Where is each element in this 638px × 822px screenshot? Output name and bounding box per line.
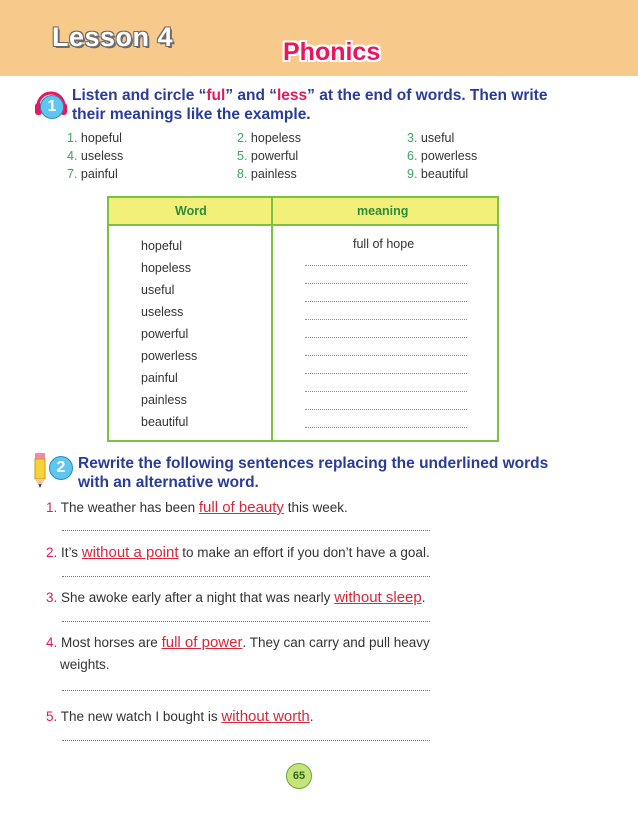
lesson-title: Lesson 4 [52, 22, 174, 52]
column-header-meaning: meaning [357, 204, 409, 218]
list-item: 3. useful [407, 131, 455, 145]
exercise1-instruction: Listen and circle “ful” and “less” at the end of words. Then write their meanings like the example. [72, 87, 548, 123]
sentence: 2. It’s without a point to make an effort if you don’t have a goal. [46, 544, 430, 561]
table-header [109, 198, 497, 226]
table-word: painless [141, 393, 187, 407]
list-item: 7. painful [67, 167, 118, 181]
sentence: 5. The new watch I bought is without worth. [46, 708, 314, 725]
table-word: hopeless [141, 261, 192, 275]
table-word: powerful [141, 327, 189, 341]
table-word: useful [141, 283, 175, 297]
sentence: 3. She awoke early after a night that was nearly without sleep. [46, 589, 426, 606]
sentence: 4. Most horses are full of power. They can carry and pull heavy [46, 634, 430, 651]
table-word: powerless [141, 349, 198, 363]
answer-line[interactable] [305, 283, 467, 284]
list-item: 8. painless [237, 167, 297, 181]
list-item: 6. powerless [407, 149, 478, 163]
answer-line[interactable] [305, 301, 467, 302]
column-divider [271, 198, 273, 440]
exercise-number: 1 [40, 95, 64, 119]
page-number: 65 [286, 763, 312, 789]
column-header-word: Word [175, 204, 207, 218]
answer-line[interactable] [62, 530, 430, 531]
table-meaning-example: full of hope [353, 237, 415, 251]
list-item: 1. hopeful [67, 131, 122, 145]
list-item: 5. powerful [237, 149, 299, 163]
answer-line[interactable] [62, 621, 430, 622]
answer-line[interactable] [305, 427, 467, 428]
table-word: hopeful [141, 239, 183, 253]
sentence: 1. The weather has been full of beauty this week. [46, 499, 348, 516]
answer-line[interactable] [305, 373, 467, 374]
meaning-table [107, 196, 499, 442]
answer-line[interactable] [62, 690, 430, 691]
table-word: useless [141, 305, 184, 319]
pencil-icon [31, 451, 49, 489]
answer-line[interactable] [62, 740, 430, 741]
answer-line[interactable] [305, 355, 467, 356]
sentence-continuation: weights. [60, 657, 110, 672]
table-word: beautiful [141, 415, 189, 429]
answer-line[interactable] [305, 391, 467, 392]
table-word: painful [141, 371, 178, 385]
exercise-number: 2 [49, 456, 73, 480]
list-item: 4. useless [67, 149, 124, 163]
exercise2-instruction: Rewrite the following sentences replacing the underlined words with an alternative word. [78, 455, 549, 491]
answer-line[interactable] [305, 337, 467, 338]
answer-line[interactable] [305, 319, 467, 320]
answer-line[interactable] [305, 409, 467, 410]
section-title: Phonics [283, 38, 381, 66]
list-item: 9. beautiful [407, 167, 469, 181]
list-item: 2. hopeless [237, 131, 301, 145]
answer-line[interactable] [62, 576, 430, 577]
answer-line[interactable] [305, 265, 467, 266]
